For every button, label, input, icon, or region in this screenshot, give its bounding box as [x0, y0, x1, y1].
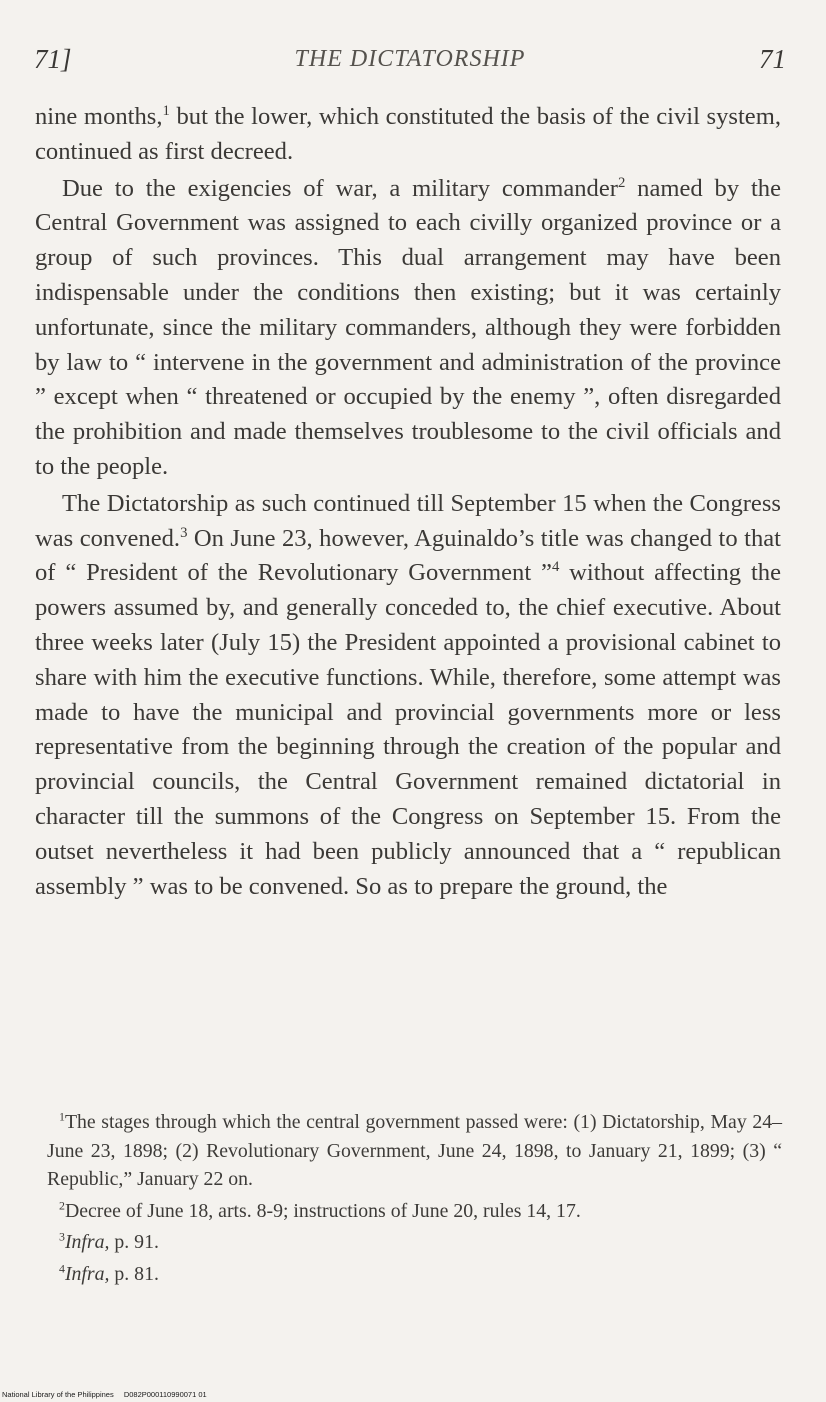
footnote-2: $^2$Decree of June 18, arts. 8-9; instructions of June 20, rules 14, 17. — [59, 1198, 581, 1222]
paragraph-3: The Dictatorship as such continued till September 15 when the Congress was convened.$^3$ On June 23, however, Aguinaldo’s title was changed to that of “ President of the Revolutionary Government ”$^4$ without affecting the powers assumed by, and generally conceded to, the chief executive. About three weeks later (July 15) the President appointed a provisional cabinet to share with him the executive functions. While, therefore, some attempt was made to have the municipal and provincial governments more or less representative from the beginning through the creation of the popular and provincial councils, the Central Government remained dictatorial in character till the summons of the Congress on September 15. From the outset nevertheless it had been publicly announced that a “ republican assembly ” was to be convened. So as to prepare the ground, the — [35, 489, 782, 900]
header-page-ref: 71] — [34, 44, 72, 74]
page-number: 71 — [759, 44, 786, 74]
footnote-ref-2: 2 — [617, 174, 626, 191]
scan-code: D082P000110990071 01 — [123, 1390, 207, 1399]
body-text — [35, 100, 781, 904]
running-title: THE DICTATORSHIP — [294, 46, 526, 72]
footnote-ref-4: 4 — [551, 559, 560, 576]
footnote-3: $^3$Infra, p. 91. — [59, 1229, 159, 1254]
library-name: National Library of the Philippines — [2, 1390, 114, 1399]
paragraph-1: nine months,$^1$ but the lower, which constituted the basis of the civil system, continued as first decreed. — [35, 102, 781, 165]
running-header — [34, 44, 786, 84]
scan-stamp — [2, 1390, 207, 1399]
footnote-4: $^4$Infra, p. 81. — [59, 1261, 159, 1285]
footnotes — [47, 1108, 782, 1292]
footnote-ref-1: 1 — [162, 102, 170, 119]
footnote-1: $^1$The stages through which the central government passed were: (1) Dictatorship, May 24–June 23, 1898; (2) Revolutionary Government, June 24, 1898, to January 21, 1899; (3) “ Republic,” January 22 on. — [47, 1109, 782, 1191]
footnote-ref-3: 3 — [180, 524, 188, 541]
paragraph-2: Due to the exigencies of war, a military commander$^2$ named by the Central Government was assigned to each civilly organized province or a group of such provinces. This dual arrangement may have been indispensable under the conditions then existing; but it was certainly unfortunate, since the military commanders, although they were forbidden by law to “ intervene in the government and administration of the province ” except when “ threatened or occupied by the enemy ”, often disregarded the prohibition and made themselves troublesome to the civil officials and to the people. — [35, 174, 782, 480]
